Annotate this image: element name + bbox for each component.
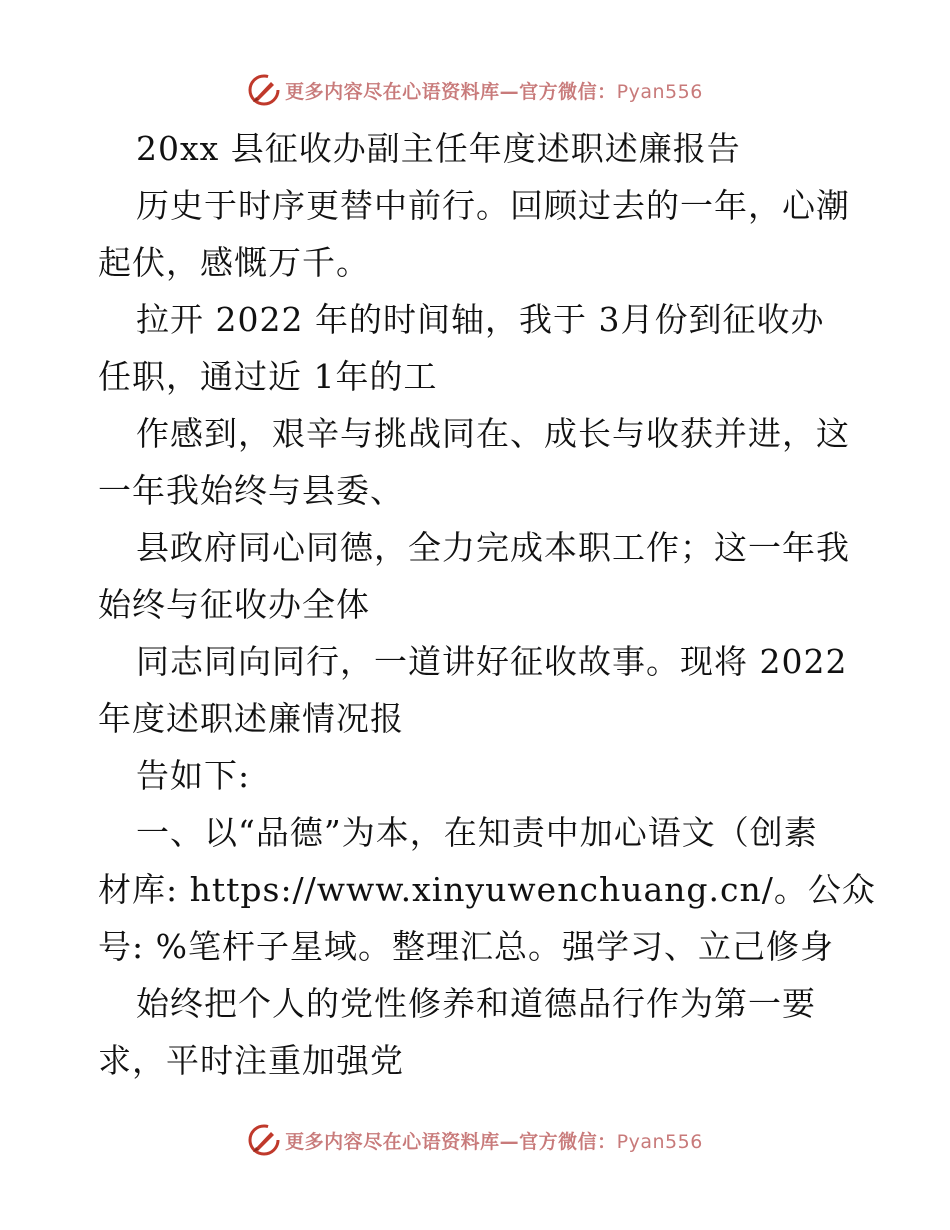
text-line: 县政府同心同德，全力完成本职工作；这一年我 — [136, 528, 850, 567]
text-line: 历史于时序更替中前行。回顾过去的一年，心潮 — [136, 186, 850, 225]
text-line: 材库: https://www.xinyuwenchuang.cn/。公众 — [98, 870, 876, 909]
text-line: 告如下: — [136, 756, 251, 795]
text-line: 求，平时注重加强党 — [98, 1041, 404, 1080]
watermark-logo-icon — [247, 73, 281, 107]
text-line: 一年我始终与县委、 — [98, 471, 404, 510]
watermark-text: 更多内容尽在心语资料库—官方微信：Pyan556 — [285, 80, 703, 103]
text-line: 年度述职述廉情况报 — [98, 699, 404, 738]
text-line: 起伏，感慨万千。 — [98, 243, 370, 282]
text-line: 号: %笔杆子星域。整理汇总。强学习、立己修身 — [98, 927, 834, 966]
header-watermark — [0, 70, 950, 110]
text-line: 拉开 2022 年的时间轴，我于 3月份到征收办 — [136, 300, 825, 339]
document-title: 20xx 县征收办副主任年度述职述廉报告 — [136, 129, 741, 168]
watermark-logo-icon — [247, 1123, 281, 1157]
text-line: 同志同向同行，一道讲好征收故事。现将 2022 — [136, 642, 848, 681]
text-line: 一、以“品德”为本，在知责中加心语文（创素 — [136, 813, 818, 852]
footer-watermark — [0, 1120, 950, 1160]
text-line: 始终把个人的党性修养和道德品行作为第一要 — [136, 984, 816, 1023]
text-line: 任职，通过近 1年的工 — [98, 357, 438, 396]
watermark-text: 更多内容尽在心语资料库—官方微信：Pyan556 — [285, 1130, 703, 1153]
text-line: 作感到，艰辛与挑战同在、成长与收获并进，这 — [136, 414, 850, 453]
document-body — [98, 120, 876, 1089]
text-line: 始终与征收办全体 — [98, 585, 370, 624]
